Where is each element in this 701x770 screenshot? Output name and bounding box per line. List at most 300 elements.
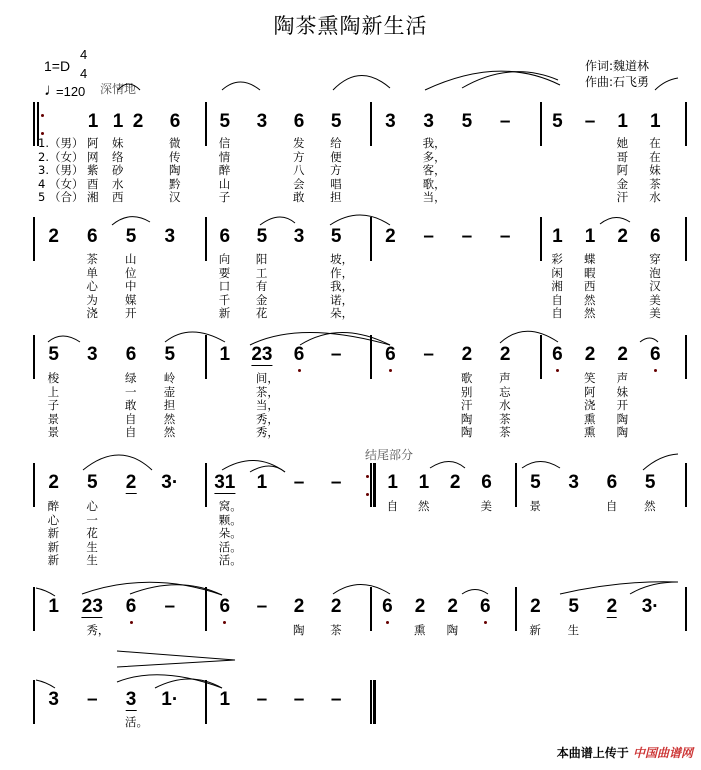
lyric-syllable: 妹 (649, 163, 661, 177)
lyric-syllable: 西 (584, 279, 596, 293)
lyric-column (169, 137, 181, 205)
lyric-syllable: 声 (616, 371, 629, 385)
note: 6 (481, 472, 492, 493)
lyric-column (293, 624, 305, 638)
barline (205, 102, 207, 146)
lyric-syllable: 歌， (422, 176, 446, 191)
lyric-column (164, 372, 176, 440)
lyric-syllable: 泡 (649, 265, 661, 280)
note: 31 (214, 472, 236, 493)
note: 6 (479, 596, 491, 617)
note: 6 (552, 344, 563, 365)
lyric-syllable: 美 (649, 306, 661, 320)
coda-label: 结尾部分 (365, 448, 414, 462)
barline (205, 463, 207, 507)
note: 1 (584, 226, 596, 247)
note: 1 (617, 111, 628, 132)
note: 2 (617, 344, 628, 365)
lyric-column (423, 137, 446, 205)
lyric-syllable: 担 (163, 398, 176, 412)
lyric-column (418, 500, 430, 514)
lyric-syllable: 我， (422, 136, 446, 150)
repeat-dot (41, 132, 44, 135)
lyric-syllable: 茶 (649, 176, 661, 191)
lyric-syllable: 秀， (255, 425, 279, 439)
slur (643, 454, 678, 470)
note: 6 (382, 596, 393, 617)
lyric-syllable: 生 (567, 623, 580, 637)
barline (540, 217, 542, 261)
verse-label: 4 （女） (38, 176, 84, 191)
note: 5 (164, 344, 176, 365)
lyric-syllable: 熏 (584, 425, 596, 439)
lyric-syllable: 阿 (87, 136, 99, 150)
slur (462, 72, 558, 88)
lyric-column (447, 624, 459, 638)
lyric-syllable: 上 (47, 384, 60, 399)
barline (370, 680, 372, 724)
barline (33, 680, 35, 724)
note: 1 (418, 472, 430, 493)
barline (370, 102, 372, 146)
low-octave-dot (386, 621, 389, 624)
barline (515, 463, 517, 507)
note: 6 (125, 596, 137, 617)
lyric-syllable: 熏 (414, 623, 426, 637)
note: 2 (293, 596, 305, 617)
lyric-syllable: 景 (47, 425, 60, 439)
lyric-syllable: 朵。 (218, 526, 242, 540)
lyric-syllable: 山 (125, 252, 137, 266)
note: 1 (552, 226, 563, 247)
lyric-syllable: 声 (499, 371, 511, 385)
barline (540, 102, 542, 146)
lyric-syllable: 然 (163, 411, 176, 426)
lyric-column (219, 137, 231, 205)
note: 2 (48, 472, 59, 493)
lyric-syllable: 微 (169, 136, 181, 150)
dash: – (461, 226, 473, 247)
lyric-syllable: 陶 (293, 623, 305, 637)
low-octave-dot (130, 621, 133, 624)
barline (33, 587, 35, 631)
lyric-syllable: 在 (649, 136, 661, 150)
note: 1 (112, 111, 124, 132)
lyric-syllable: 子 (218, 190, 231, 204)
note: 1 (219, 344, 231, 365)
lyric-syllable: 媒 (125, 292, 137, 307)
lyric-column (86, 253, 98, 321)
note: 6 (649, 344, 661, 365)
lyric-syllable: 然 (163, 425, 176, 439)
note: 2 (414, 596, 426, 617)
note: 6 (219, 226, 231, 247)
lyric-syllable: 然 (584, 306, 596, 320)
note: 2 (617, 226, 628, 247)
footer (557, 744, 693, 761)
lyric-syllable: 向 (218, 252, 231, 266)
lyric-syllable: 客， (422, 163, 446, 177)
slur (165, 332, 225, 342)
lyric-syllable: 浇 (584, 398, 596, 412)
low-octave-dot (654, 369, 657, 372)
note: 6 (649, 226, 661, 247)
barline (540, 335, 542, 379)
verse-label: 3.（男） (38, 163, 84, 177)
lyric-syllable: 金 (255, 292, 268, 307)
lyric-syllable: 蝶 (584, 252, 596, 266)
lyric-syllable: 秀， (255, 411, 279, 426)
lyric-syllable: 笑 (584, 371, 596, 385)
low-octave-dot (298, 369, 301, 372)
dash: – (87, 689, 98, 710)
lyric-syllable: 醉 (47, 499, 60, 513)
dash: – (293, 472, 305, 493)
dash: – (256, 689, 268, 710)
note: 3 (385, 111, 396, 132)
lyric-syllable: 心 (47, 512, 60, 527)
note: 5 (530, 472, 541, 493)
note: 1 (87, 111, 99, 132)
lyric-column (86, 500, 98, 568)
slur (600, 217, 630, 224)
note: 2 (385, 226, 396, 247)
lyric-syllable: 秀， (86, 623, 110, 637)
slur (330, 215, 390, 225)
barline (685, 217, 687, 261)
note: 2 (125, 472, 137, 493)
lyric-column (414, 624, 426, 638)
note: 1· (161, 689, 179, 710)
lyric-syllable: 汗 (616, 190, 629, 204)
diminuendo-hairpin (117, 651, 235, 667)
lyric-column (481, 500, 493, 514)
lyric-column (529, 500, 541, 514)
lyric-column (125, 372, 137, 440)
slur (155, 679, 222, 688)
note: 5 (48, 344, 59, 365)
low-octave-dot (389, 369, 392, 372)
lyric-syllable: 彩 (551, 252, 563, 266)
lyric-syllable: 心 (86, 279, 98, 293)
lyric-syllable: 别 (460, 384, 473, 399)
lyric-syllable: 敢 (125, 398, 137, 412)
lyric-syllable: 哥 (616, 149, 629, 164)
lyric-syllable: 生 (86, 553, 98, 567)
slur (130, 585, 222, 595)
barline (205, 587, 207, 631)
lyric-syllable: 工 (255, 265, 268, 280)
barline (515, 587, 517, 631)
lyric-column (387, 500, 399, 514)
lyric-column (568, 624, 580, 638)
barline (205, 335, 207, 379)
note: 23 (251, 344, 273, 365)
slur (333, 75, 390, 90)
lyric-syllable: 紫 (87, 163, 99, 177)
slur (112, 217, 150, 225)
note: 2 (461, 344, 473, 365)
note: 1 (387, 472, 398, 493)
lyric-column (330, 137, 342, 205)
dash: – (164, 596, 176, 617)
lyric-syllable: 自 (386, 499, 399, 513)
lyric-syllable: 自 (125, 411, 137, 426)
repeat-start-barline (37, 102, 39, 146)
lyric-syllable: 便 (330, 149, 342, 164)
slur (333, 585, 390, 595)
dash: – (256, 596, 268, 617)
lyric-column (499, 372, 511, 440)
lyric-syllable: 水 (649, 190, 661, 204)
note: 6 (293, 111, 305, 132)
note: 5 (87, 472, 98, 493)
lyric-syllable: 绿 (125, 371, 137, 385)
lyric-syllable: 美 (649, 292, 661, 307)
note: 5 (461, 111, 473, 132)
barline (370, 463, 372, 507)
lyric-syllable: 诺， (330, 292, 354, 307)
slur (430, 462, 465, 469)
barline (370, 217, 372, 261)
lyric-syllable: 闲 (551, 265, 563, 280)
note: 5 (644, 472, 656, 493)
lyric-syllable: 子 (47, 398, 60, 412)
lyric-syllable: 阿 (584, 384, 596, 399)
lyric-syllable: 茶 (86, 252, 98, 266)
verse-label: 2.（女） (38, 149, 84, 164)
slur (82, 582, 222, 595)
lyric-syllable: 湘 (87, 190, 99, 204)
note: 2 (584, 344, 596, 365)
site-logo[interactable]: 中国曲谱网 (632, 746, 693, 760)
low-octave-dot (484, 621, 487, 624)
note: 5 (330, 226, 342, 247)
lyric-column (606, 500, 618, 514)
time-signature-top: 4 (80, 47, 88, 62)
lyric-column (125, 716, 148, 730)
lyric-syllable: 茶 (330, 623, 342, 637)
note: 6 (87, 226, 98, 247)
lyric-syllable: 汉 (169, 190, 181, 204)
lyric-syllable: 陶 (446, 623, 459, 637)
note: 2 (48, 226, 59, 247)
lyric-syllable: 网 (87, 149, 99, 164)
lyric-syllable: 开 (125, 306, 137, 320)
lyric-syllable: 活。 (125, 715, 149, 729)
lyric-syllable: 新 (47, 539, 60, 554)
lyric-syllable: 水 (112, 176, 124, 191)
lyric-column (529, 624, 541, 638)
lyric-syllable: 位 (125, 265, 137, 280)
lyric-column (551, 253, 563, 321)
note: 5 (125, 226, 137, 247)
dash: – (423, 344, 434, 365)
lyric-column (644, 500, 656, 514)
lyric-syllable: 景 (529, 499, 541, 513)
slur (36, 588, 55, 596)
note: 3 (256, 111, 268, 132)
note: 2 (449, 472, 461, 493)
low-octave-dot (556, 369, 559, 372)
lyric-syllable: 当， (422, 190, 446, 204)
lyric-syllable: 黔 (169, 176, 181, 191)
lyric-syllable: 熏 (584, 411, 596, 426)
lyric-syllable: 湘 (551, 279, 563, 293)
lyric-column (584, 372, 596, 440)
lyric-syllable: 颗。 (218, 512, 242, 527)
note: 2 (132, 111, 144, 132)
composer: 作曲:石飞勇 (585, 75, 650, 89)
lyric-syllable: 陶 (616, 425, 629, 439)
note: 5 (330, 111, 342, 132)
lyric-column (219, 253, 231, 321)
lyric-syllable: 她 (616, 136, 629, 150)
note: 3· (641, 596, 659, 617)
lyricist: 作词:魏道林 (585, 59, 650, 73)
note: 1 (256, 472, 268, 493)
lyric-syllable: 陶 (460, 411, 473, 426)
lyric-column (48, 372, 60, 440)
footer-text: 本曲谱上传于 (556, 746, 629, 760)
dash: – (499, 111, 511, 132)
lyric-syllable: 一 (125, 384, 137, 399)
lyric-column (125, 253, 137, 321)
lyric-column (256, 253, 268, 321)
note: 1 (649, 111, 661, 132)
lyric-column (649, 137, 661, 205)
lyric-syllable: 金 (616, 176, 629, 191)
lyric-syllable: 自 (605, 499, 618, 513)
lyric-column (330, 624, 342, 638)
lyric-syllable: 发 (293, 136, 305, 150)
lyric-syllable: 然 (417, 499, 430, 513)
lyric-syllable: 陶 (169, 163, 181, 177)
expression-mark: 深情地 (100, 82, 137, 96)
lyric-column (112, 137, 124, 205)
lyric-syllable: 然 (584, 292, 596, 307)
slur (83, 455, 152, 470)
lyric-syllable: 心 (86, 499, 98, 513)
slur (522, 462, 560, 469)
lyric-syllable: 浇 (86, 306, 98, 320)
lyric-syllable: 酉 (87, 176, 99, 191)
lyric-syllable: 活。 (218, 553, 242, 567)
lyric-syllable: 会 (293, 176, 305, 191)
note: 3 (568, 472, 579, 493)
lyric-syllable: 络 (112, 149, 124, 164)
lyric-syllable: 陶 (616, 411, 629, 426)
lyric-syllable: 要 (218, 265, 231, 280)
lyric-syllable: 阿 (616, 163, 629, 177)
note: 5 (552, 111, 563, 132)
slur (260, 217, 295, 225)
note: 5 (219, 111, 231, 132)
dash: – (423, 226, 434, 247)
lyric-syllable: 歌 (460, 371, 473, 385)
dash: – (330, 344, 342, 365)
lyric-syllable: 陶 (460, 425, 473, 439)
lyric-column (256, 372, 279, 440)
note: 3· (161, 472, 179, 493)
note: 6 (385, 344, 396, 365)
note: 5 (256, 226, 268, 247)
lyric-syllable: 新 (47, 526, 60, 540)
lyric-syllable: 多， (422, 149, 446, 164)
lyric-syllable: 西 (112, 190, 124, 204)
slur (500, 331, 558, 343)
lyric-syllable: 砂 (112, 163, 124, 177)
note: 2 (530, 596, 541, 617)
final-barline (373, 680, 376, 724)
slur (655, 78, 678, 90)
lyric-syllable: 朵， (330, 306, 354, 320)
lyric-syllable: 茶 (499, 425, 511, 439)
lyric-syllable: 自 (125, 425, 137, 439)
slur (48, 336, 80, 342)
note: 3 (293, 226, 305, 247)
lyric-column (617, 137, 629, 205)
note: 1 (48, 596, 59, 617)
lyric-syllable: 有 (255, 279, 268, 293)
lyric-syllable: 在 (649, 149, 661, 164)
lyric-syllable: 千 (218, 292, 231, 307)
lyric-column (87, 137, 99, 205)
slur (36, 680, 55, 688)
lyric-syllable: 自 (551, 306, 563, 320)
time-signature-bottom: 4 (80, 66, 88, 81)
lyric-syllable: 中 (125, 279, 137, 293)
lyric-column (330, 253, 353, 321)
slur (630, 582, 678, 594)
lyric-syllable: 汗 (460, 398, 473, 412)
lyric-syllable: 美 (480, 499, 492, 513)
lyric-syllable: 梭 (47, 371, 60, 385)
lyric-syllable: 情 (218, 149, 231, 164)
lyric-syllable: 醉 (218, 163, 231, 177)
tempo: =120 (56, 84, 86, 99)
repeat-dot (366, 475, 369, 478)
lyric-syllable: 水 (499, 398, 511, 412)
note: 2 (606, 596, 618, 617)
note: 1 (219, 689, 231, 710)
lyric-column (86, 624, 109, 638)
note: 3 (164, 226, 176, 247)
lyric-syllable: 新 (529, 623, 541, 637)
lyric-syllable: 自 (551, 292, 563, 307)
lyric-column (461, 372, 473, 440)
repeat-dot (366, 493, 369, 496)
note: 2 (499, 344, 511, 365)
lyric-column (219, 500, 242, 568)
slur (222, 82, 260, 90)
lyric-syllable: 茶 (499, 411, 511, 426)
lyric-syllable: 花 (86, 526, 98, 540)
lyric-syllable: 山 (218, 176, 231, 191)
lyric-column (48, 500, 60, 568)
slur (118, 84, 140, 90)
lyric-syllable: 信 (218, 136, 231, 150)
lyric-syllable: 穿 (649, 252, 661, 266)
lyric-syllable: 坡， (330, 252, 354, 266)
lyric-syllable: 当， (255, 398, 279, 412)
note: 2 (447, 596, 458, 617)
note: 3 (423, 111, 434, 132)
barline (685, 335, 687, 379)
lyric-syllable: 壶 (163, 384, 176, 399)
lyric-syllable: 妹 (616, 384, 629, 399)
lyric-syllable: 敢 (293, 190, 305, 204)
